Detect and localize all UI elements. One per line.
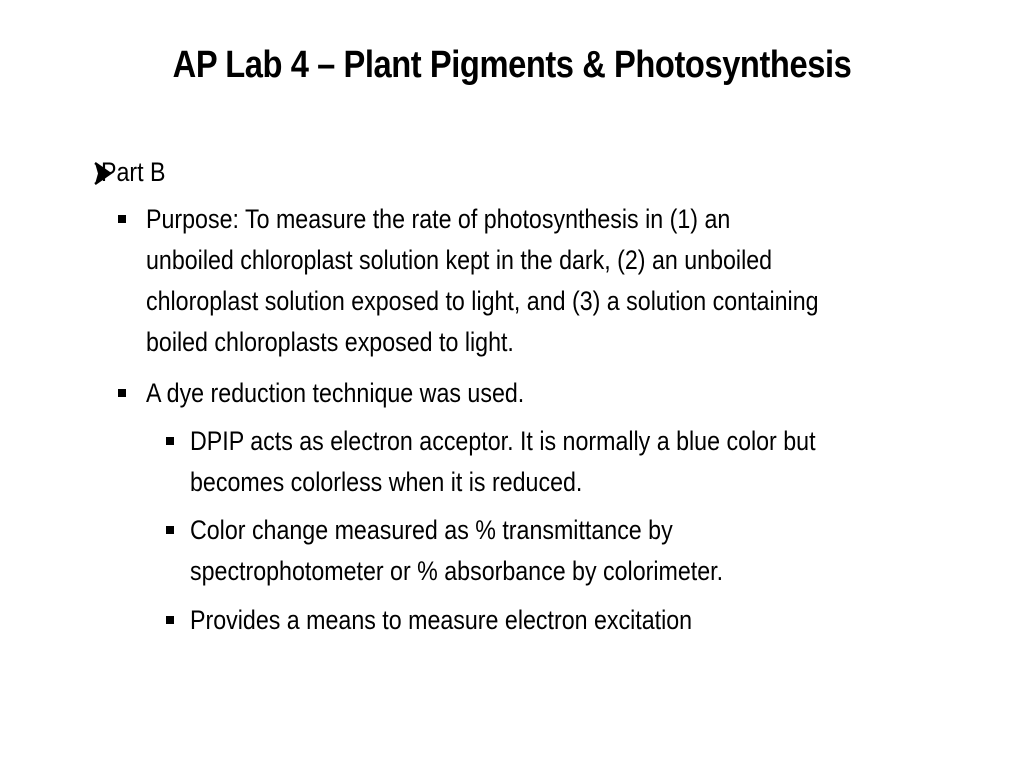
level3-item-electron-excitation bbox=[190, 600, 692, 641]
square-bullet-icon bbox=[118, 215, 126, 223]
square-bullet-icon bbox=[166, 437, 174, 445]
square-bullet-icon bbox=[166, 526, 174, 534]
list-item-line: Color change measured as % transmittance by bbox=[190, 515, 673, 545]
list-item-line: Provides a means to measure electron excitation bbox=[190, 605, 693, 635]
square-bullet-icon bbox=[118, 389, 126, 397]
list-item-line: A dye reduction technique was used. bbox=[146, 378, 525, 408]
level1-item-part-b bbox=[101, 152, 166, 193]
list-item-line: unboiled chloroplast solution kept in the dark, (2) an unboiled bbox=[146, 245, 773, 275]
list-item-line: spectrophotometer or % absorbance by colorimeter. bbox=[190, 556, 724, 586]
list-item-line: chloroplast solution exposed to light, and (3) a solution containing bbox=[146, 286, 819, 316]
slide-title: AP Lab 4 – Plant Pigments & Photosynthesis bbox=[172, 44, 852, 86]
level3-item-color-change bbox=[190, 510, 723, 592]
level1-item-text: Part B bbox=[101, 157, 166, 187]
list-item-line: Purpose: To measure the rate of photosynthesis in (1) an bbox=[146, 204, 731, 234]
level2-item-dye-reduction bbox=[146, 373, 524, 414]
list-item-line: becomes colorless when it is reduced. bbox=[190, 467, 583, 497]
level3-item-dpip bbox=[190, 421, 816, 503]
square-bullet-icon bbox=[166, 616, 174, 624]
level2-item-purpose bbox=[146, 199, 819, 363]
list-item-line: boiled chloroplasts exposed to light. bbox=[146, 327, 514, 357]
list-item-line: DPIP acts as electron acceptor. It is normally a blue color but bbox=[190, 426, 816, 456]
